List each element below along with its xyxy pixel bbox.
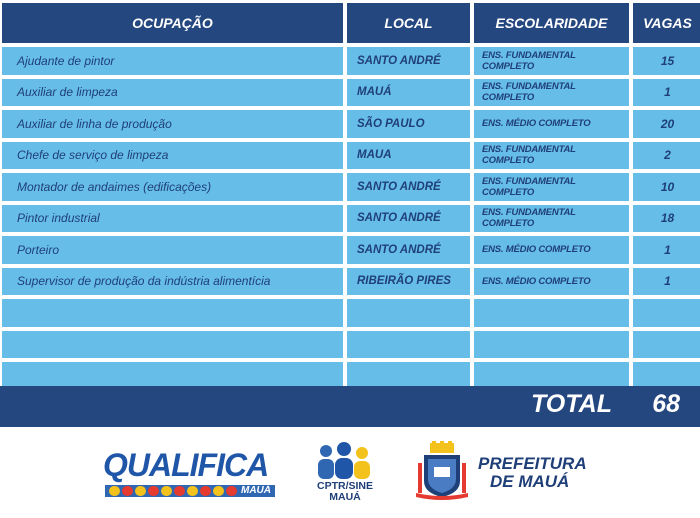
prefeitura-line1: PREFEITURA (478, 454, 587, 473)
people-icon (312, 441, 378, 481)
total-label: TOTAL (530, 390, 612, 418)
cell-ocupacao: Supervisor de produção da indústria alimentícia (2, 268, 343, 296)
cell-local: MAUA (347, 142, 470, 170)
cell-local: SÃO PAULO (347, 110, 470, 138)
cell-ocupacao (2, 331, 343, 359)
cell-escolaridade: ENS. MÉDIO COMPLETO (474, 110, 629, 138)
cell-vagas: 2 (633, 142, 700, 170)
header-vagas: VAGAS (633, 3, 700, 43)
cell-vagas: 1 (633, 236, 700, 264)
cell-vagas: 20 (633, 110, 700, 138)
coat-of-arms-icon (412, 441, 472, 503)
cell-ocupacao: Auxiliar de linha de produção (2, 110, 343, 138)
qualifica-city: MAUÁ (241, 485, 271, 496)
total-value: 68 (652, 390, 680, 418)
cell-vagas (633, 331, 700, 359)
cell-local: RIBEIRÃO PIRES (347, 268, 470, 296)
cell-escolaridade: ENS. FUNDAMENTAL COMPLETO (474, 205, 629, 233)
cell-escolaridade: ENS. FUNDAMENTAL COMPLETO (474, 47, 629, 75)
cell-escolaridade: ENS. MÉDIO COMPLETO (474, 236, 629, 264)
header-local: LOCAL (347, 3, 470, 43)
prefeitura-line2: DE MAUÁ (490, 472, 570, 491)
qualifica-name: QUALIFICA (103, 447, 269, 483)
cell-escolaridade: ENS. FUNDAMENTAL COMPLETO (474, 79, 629, 107)
cptr-logo (312, 441, 382, 511)
cell-escolaridade: ENS. FUNDAMENTAL COMPLETO (474, 173, 629, 201)
cell-vagas (633, 299, 700, 327)
cell-vagas: 15 (633, 47, 700, 75)
cell-vagas: 10 (633, 173, 700, 201)
cell-escolaridade: ENS. MÉDIO COMPLETO (474, 268, 629, 296)
header-escolaridade: ESCOLARIDADE (474, 3, 629, 43)
total-bar (0, 386, 700, 427)
cell-local: SANTO ANDRÉ (347, 236, 470, 264)
cell-vagas: 1 (633, 79, 700, 107)
cell-ocupacao: Ajudante de pintor (2, 47, 343, 75)
cell-vagas: 1 (633, 268, 700, 296)
cell-vagas: 18 (633, 205, 700, 233)
qualifica-logo (103, 447, 283, 502)
cell-ocupacao: Pintor industrial (2, 205, 343, 233)
cell-local: SANTO ANDRÉ (347, 205, 470, 233)
cell-escolaridade: ENS. FUNDAMENTAL COMPLETO (474, 142, 629, 170)
cell-escolaridade (474, 331, 629, 359)
cell-ocupacao (2, 299, 343, 327)
cell-escolaridade (474, 299, 629, 327)
cell-ocupacao: Auxiliar de limpeza (2, 79, 343, 107)
cptr-line2: MAUÁ (329, 491, 361, 503)
header-ocupacao: OCUPAÇÃO (2, 3, 343, 43)
cell-local: SANTO ANDRÉ (347, 173, 470, 201)
cptr-line1: CPTR/SINE (316, 480, 373, 492)
cell-ocupacao: Chefe de serviço de limpeza (2, 142, 343, 170)
cell-local (347, 299, 470, 327)
cell-local (347, 331, 470, 359)
prefeitura-logo (412, 441, 612, 507)
cell-local: MAUÁ (347, 79, 470, 107)
cell-ocupacao: Montador de andaimes (edificações) (2, 173, 343, 201)
cell-ocupacao: Porteiro (2, 236, 343, 264)
footer-logos (0, 427, 700, 518)
cell-local: SANTO ANDRÉ (347, 47, 470, 75)
